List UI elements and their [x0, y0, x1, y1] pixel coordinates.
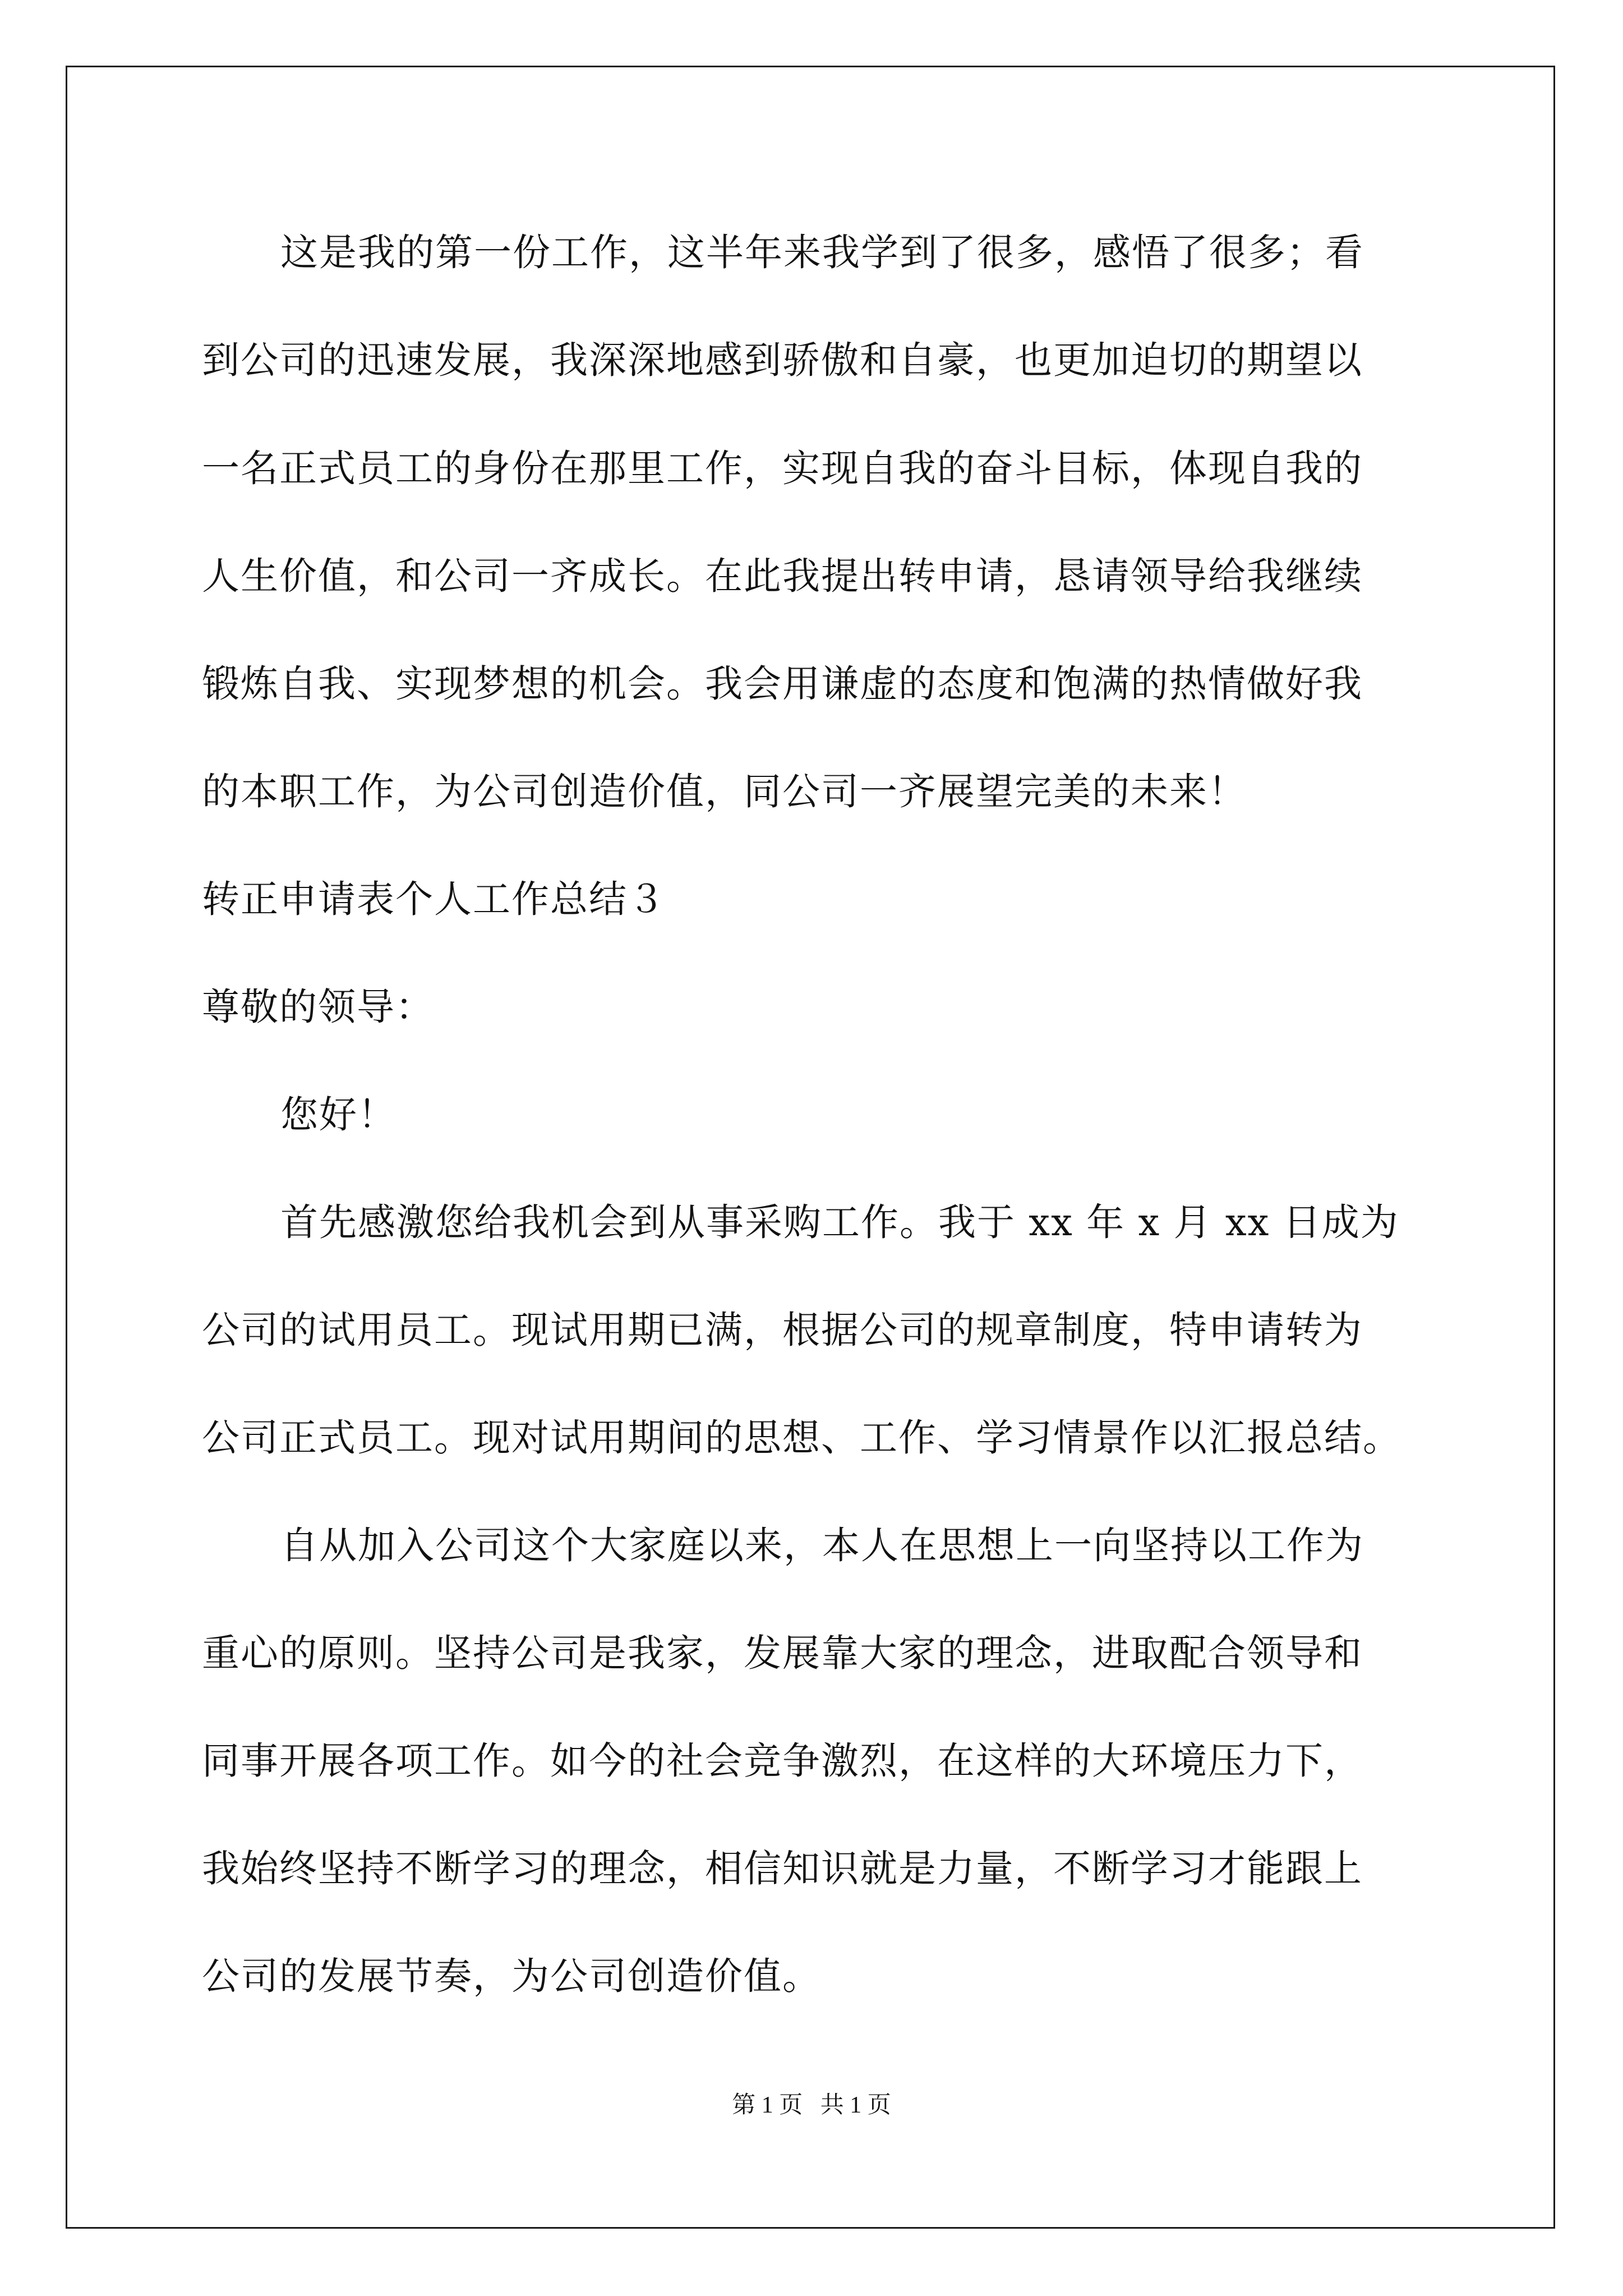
paragraph-line: 首先感激您给我机会到从事采购工作。我于 xx 年 x 月 xx 日成为	[280, 1200, 1399, 1244]
paragraph-line: 我始终坚持不断学习的理念，相信知识就是力量，不断学习才能跟上	[202, 1847, 1363, 1890]
paragraph-line: 公司的发展节奏，为公司创造价值。	[202, 1954, 821, 1998]
paragraph-line: 的本职工作，为公司创造价值，同公司一齐展望完美的未来！	[202, 770, 1247, 813]
paragraph-line: 公司的试用员工。现试用期已满，根据公司的规章制度，特申请转为	[202, 1308, 1363, 1352]
paragraph-line: 公司正式员工。现对试用期间的思想、工作、学习情景作以汇报总结。	[202, 1416, 1401, 1460]
paragraph-line: 锻炼自我、实现梦想的机会。我会用谦虚的态度和饱满的热情做好我	[202, 662, 1363, 706]
page-border	[66, 66, 1555, 2229]
salutation: 尊敬的领导：	[202, 985, 434, 1029]
paragraph-line: 自从加入公司这个大家庭以来，本人在思想上一向坚持以工作为	[280, 1524, 1364, 1567]
paragraph-line: 同事开展各项工作。如今的社会竞争激烈，在这样的大环境压力下，	[202, 1739, 1363, 1783]
paragraph-line: 到公司的迅速发展，我深深地感到骄傲和自豪，也更加迫切的期望以	[202, 338, 1363, 382]
paragraph-line: 这是我的第一份工作，这半年来我学到了很多，感悟了很多；看	[280, 231, 1364, 274]
paragraph-line: 一名正式员工的身份在那里工作，实现自我的奋斗目标，体现自我的	[202, 447, 1363, 490]
page-footer: 第 1 页 共 1 页	[732, 2092, 891, 2118]
greeting: 您好！	[280, 1093, 396, 1137]
paragraph-line: 重心的原则。坚持公司是我家，发展靠大家的理念，进取配合领导和	[202, 1631, 1363, 1675]
section-heading: 转正申请表个人工作总结３	[202, 877, 666, 921]
paragraph-line: 人生价值，和公司一齐成长。在此我提出转申请，恳请领导给我继续	[202, 554, 1363, 598]
